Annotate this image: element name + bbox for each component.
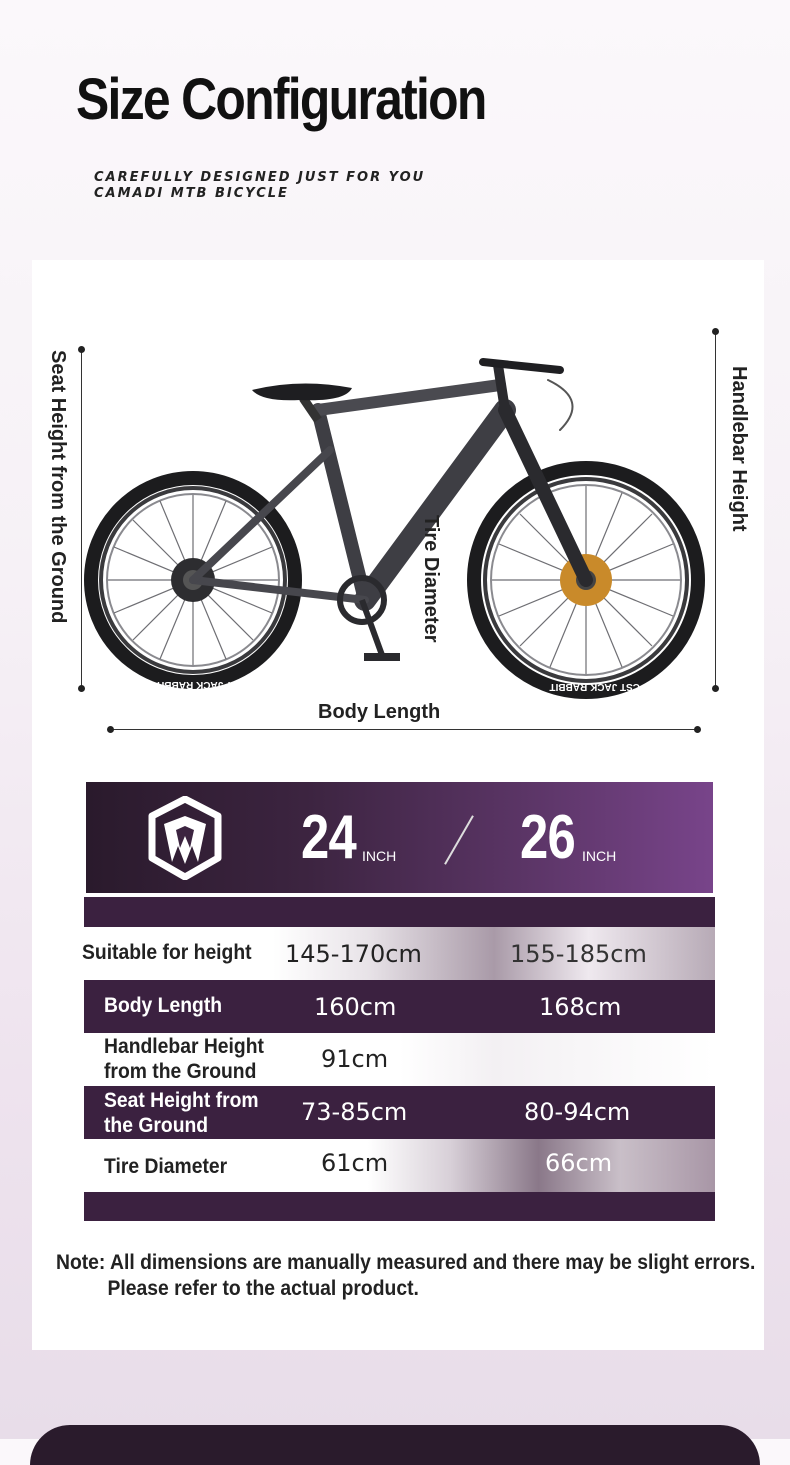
table-row	[84, 1033, 715, 1086]
row-value-24: 145-170cm	[285, 940, 422, 968]
row-label-line-1: Seat Height from	[104, 1089, 259, 1112]
size-26-value: 26	[520, 803, 575, 872]
row-label-line-1: Handlebar Height	[104, 1035, 264, 1058]
row-label: Body Length	[104, 994, 223, 1017]
row-value-26: 168cm	[539, 993, 622, 1021]
page-title: Size Configuration	[76, 67, 486, 132]
size-24-value: 24	[301, 803, 356, 872]
size-banner	[86, 782, 713, 893]
row-label: Tire Diameter	[104, 1155, 228, 1178]
seat-height-dot-bottom	[78, 685, 85, 692]
handlebar-height-dim-line	[715, 331, 716, 689]
body-length-dot-left	[107, 726, 114, 733]
row-value-24: 160cm	[314, 993, 397, 1021]
camadi-logo-icon	[146, 796, 224, 880]
table-row	[84, 1139, 715, 1192]
subtitle-line-2: CAMADI MTB BICYCLE	[94, 186, 289, 201]
row-value-24: 91cm	[321, 1045, 389, 1073]
body-length-dim-line	[110, 729, 698, 730]
size-24-unit: INCH	[362, 848, 397, 864]
seat-height-dim-line	[81, 349, 82, 689]
row-label-line-2: the Ground	[104, 1114, 209, 1137]
table-footer-strip	[84, 1192, 715, 1221]
disclaimer-note	[56, 1250, 755, 1302]
body-length-dot-right	[694, 726, 701, 733]
seat-height-dot-top	[78, 346, 85, 353]
table-header-strip	[84, 897, 715, 927]
body-length-label: Body Length	[318, 701, 441, 723]
row-value-24: 61cm	[321, 1149, 389, 1177]
tire-diameter-label: Tire Diameter	[420, 515, 442, 643]
size-26-unit: INCH	[582, 848, 617, 864]
front-tire-brand: CST JACK RABBIT	[549, 681, 640, 692]
size-divider	[444, 815, 474, 864]
handlebar-height-label: Handlebar Height	[728, 366, 750, 532]
size-table	[84, 897, 715, 1221]
handlebar-height-dot-top	[712, 328, 719, 335]
table-row	[84, 1086, 715, 1139]
note-line-2: Please refer to the actual product.	[107, 1277, 419, 1300]
row-value-24: 73-85cm	[301, 1098, 408, 1126]
seat-height-label: Seat Height from the Ground	[47, 350, 69, 624]
subtitle-line-1: CAREFULLY DESIGNED JUST FOR YOU	[94, 170, 426, 185]
row-label-line-2: from the Ground	[104, 1060, 257, 1083]
next-section-bar	[30, 1425, 760, 1465]
row-value-26: 155-185cm	[510, 940, 647, 968]
row-label: Suitable for height	[82, 941, 252, 964]
table-row	[84, 980, 715, 1033]
table-row	[84, 927, 715, 980]
handlebar-height-dot-bottom	[712, 685, 719, 692]
note-line-1: Note: All dimensions are manually measured and there may be slight errors.	[56, 1251, 756, 1274]
rear-tire-brand: CST JACK RABBIT	[155, 679, 246, 690]
row-value-26: 80-94cm	[524, 1098, 631, 1126]
row-value-26: 66cm	[545, 1149, 613, 1177]
